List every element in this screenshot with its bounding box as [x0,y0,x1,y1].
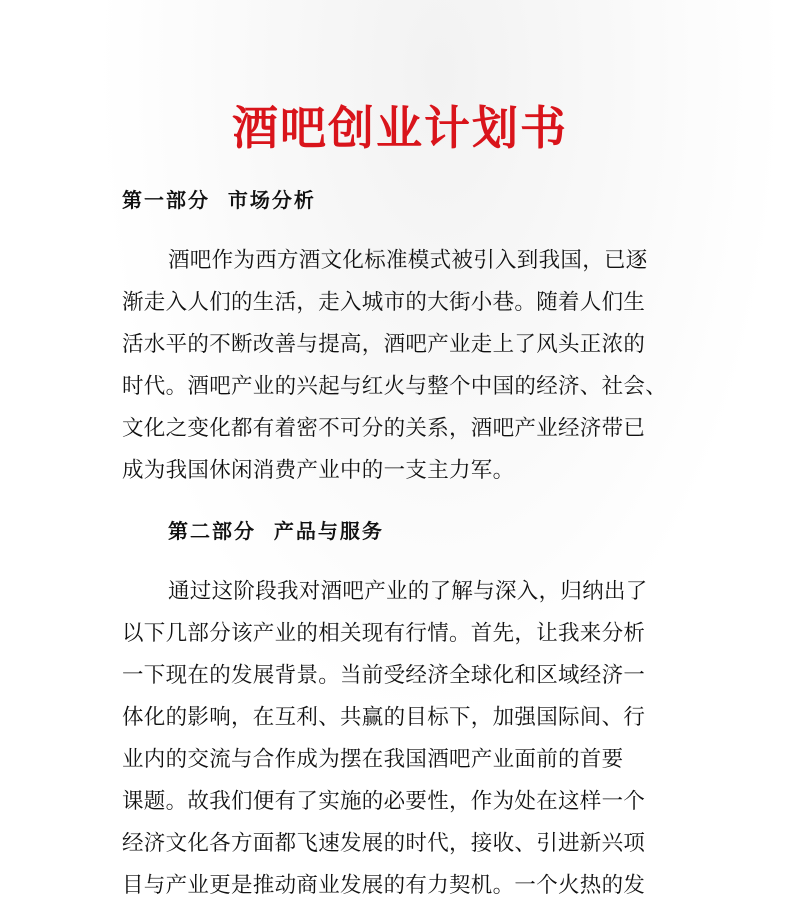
paragraph-line: 通过这阶段我对酒吧产业的了解与深入，归纳出了 [168,579,648,604]
paragraph-line: 以下几部分该产业的相关现有行情。首先，让我来分析 [122,621,646,646]
paragraph-line: 课题。故我们便有了实施的必要性，作为处在这样一个 [122,789,646,814]
paragraph-line: 经济文化各方面都飞速发展的时代，接收、引进新兴项 [122,831,646,856]
section-heading-products-services: 第二部分 产品与服务 [168,519,384,543]
paragraph-products-services [122,571,682,907]
paragraph-line: 时代。酒吧产业的兴起与红火与整个中国的经济、社会、 [122,374,668,399]
paragraph-line: 渐走入人们的生活，走入城市的大街小巷。随着人们生 [122,290,646,315]
paragraph-line: 一下现在的发展背景。当前受经济全球化和区域经济一 [122,663,646,688]
paragraph-line: 酒吧作为西方酒文化标准模式被引入到我国，已逐 [168,248,648,273]
paragraph-line: 业内的交流与合作成为摆在我国酒吧产业面前的首要 [122,747,624,772]
paragraph-line: 成为我国休闲消费产业中的一支主力军。 [122,458,515,483]
paragraph-market-analysis [122,240,682,492]
section-heading-market-analysis: 第一部分 市场分析 [122,188,316,212]
paragraph-line: 体化的影响，在互利、共赢的目标下，加强国际间、行 [122,705,646,730]
paragraph-line: 文化之变化都有着密不可分的关系，酒吧产业经济带已 [122,416,646,441]
paragraph-line: 目与产业更是推动商业发展的有力契机。一个火热的发 [122,873,646,898]
document-title: 酒吧创业计划书 [232,101,568,155]
paragraph-line: 活水平的不断改善与提高，酒吧产业走上了风头正浓的 [122,332,646,357]
